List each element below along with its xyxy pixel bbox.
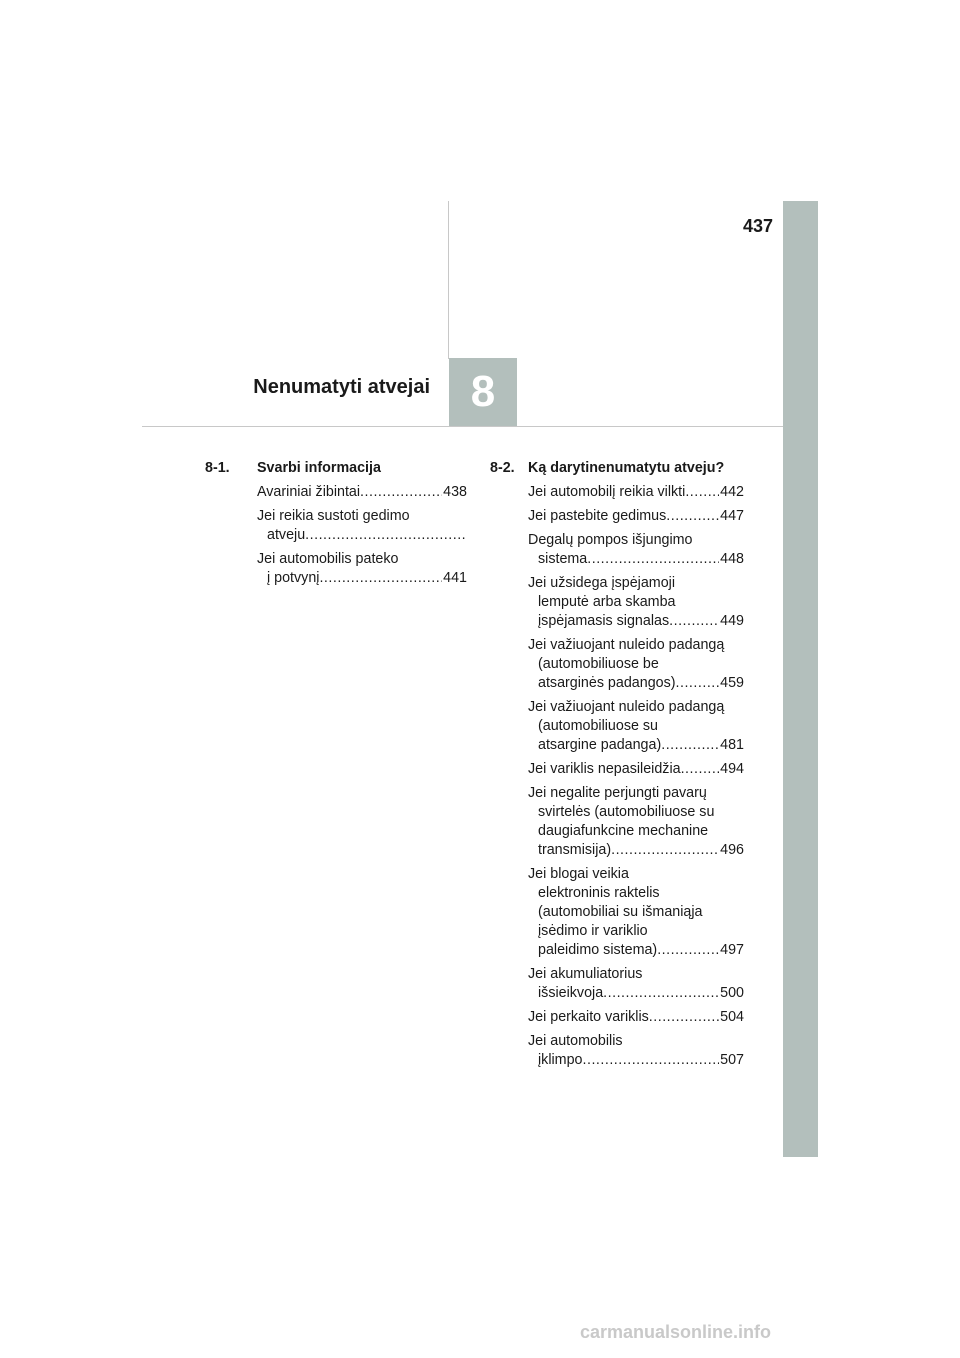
toc-entry[interactable] xyxy=(490,760,744,779)
chapter-number: 8 xyxy=(470,367,496,416)
toc-entry-text: įspėjamasis signalas xyxy=(538,613,670,629)
toc-entry-text: Jei užsidega įspėjamoji xyxy=(528,575,676,591)
toc-entry[interactable] xyxy=(490,574,744,631)
toc-entry-text: svirtelės (automobiliuose su xyxy=(538,804,715,820)
toc-entry-text: Jei blogai veikia xyxy=(528,866,629,882)
toc-entry-line xyxy=(528,822,744,841)
toc-entry-text: sistema xyxy=(538,551,588,567)
section-title-line: Svarbi informacija xyxy=(257,460,381,476)
toc-entry[interactable] xyxy=(490,507,744,526)
toc-entry-line xyxy=(528,574,744,593)
footer-watermark: carmanualsonline.info xyxy=(580,1322,772,1342)
toc-entry-last-line xyxy=(528,507,744,526)
toc-entry-last-line xyxy=(528,841,744,860)
toc-entry-last-line xyxy=(528,941,744,960)
toc-entry-text: (automobiliuose su xyxy=(538,718,659,734)
toc-entry-line xyxy=(528,884,744,903)
toc-entry[interactable] xyxy=(490,483,744,502)
toc-entry-text: (automobiliuose be xyxy=(538,656,659,672)
toc-entry-line xyxy=(257,507,467,526)
toc-entry-text: lemputė arba skamba xyxy=(538,594,676,610)
toc-column-1 xyxy=(205,459,467,593)
toc-entry-line xyxy=(528,922,744,941)
toc-entry[interactable] xyxy=(490,1032,744,1070)
toc-entry-text: transmisija) xyxy=(538,842,612,858)
toc-entry-last-line xyxy=(528,1008,744,1027)
dot-leader xyxy=(611,841,719,860)
toc-entry-text: atveju xyxy=(267,527,306,543)
toc-entry-last-line xyxy=(257,526,467,545)
toc-entry[interactable] xyxy=(490,531,744,569)
toc-entry[interactable] xyxy=(205,507,467,545)
toc-entry-last-line xyxy=(528,736,744,755)
toc-entry-line xyxy=(528,803,744,822)
dot-leader xyxy=(360,483,442,502)
dot-leader xyxy=(319,569,442,588)
dot-leader xyxy=(676,674,720,693)
toc-entry-text: Jei variklis nepasileidžia xyxy=(528,761,681,777)
toc-entry-last-line xyxy=(257,483,467,502)
toc-page-number: 438 xyxy=(443,484,467,500)
toc-entry-text: (automobiliai su išmaniąja xyxy=(538,904,703,920)
toc-entry-line xyxy=(528,717,744,736)
toc-entry-last-line xyxy=(528,612,744,631)
section-heading xyxy=(490,459,744,478)
toc-entry-line xyxy=(528,698,744,717)
toc-page-number: 447 xyxy=(720,508,744,524)
toc-page-number: 459 xyxy=(720,675,744,691)
toc-entry[interactable] xyxy=(490,865,744,960)
toc-entry-text: Jei automobilį reikia vilkti xyxy=(528,484,686,500)
dot-leader xyxy=(657,941,719,960)
toc-entry-line xyxy=(528,531,744,550)
section-title-line: Ką daryti xyxy=(528,460,590,476)
toc-entry[interactable] xyxy=(205,483,467,502)
toc-entry-line xyxy=(528,1032,744,1051)
toc-entry-text: išsieikvoja xyxy=(538,985,604,1001)
toc-entry-line xyxy=(528,593,744,612)
dot-leader xyxy=(681,760,720,779)
toc-entry-last-line xyxy=(528,483,744,502)
toc-entry[interactable] xyxy=(205,550,467,588)
dot-leader xyxy=(649,1008,719,1027)
toc-entry-text: Jei važiuojant nuleido padangą xyxy=(528,637,725,653)
toc-entry[interactable] xyxy=(490,698,744,755)
toc-entry-text: Jei automobilis xyxy=(528,1033,623,1049)
toc-entry-text: Jei perkaito variklis xyxy=(528,1009,649,1025)
toc-page-number: 497 xyxy=(720,942,744,958)
toc-entry-text: Degalų pompos išjungimo xyxy=(528,532,693,548)
toc-entry-text: atsarginės padangos) xyxy=(538,675,676,691)
toc-entry-text: Jei reikia sustoti gedimo xyxy=(257,508,410,524)
toc-entry-line xyxy=(528,865,744,884)
toc-entry-text: atsargine padanga) xyxy=(538,737,662,753)
toc-entry[interactable] xyxy=(490,636,744,693)
header-horizontal-rule xyxy=(142,426,783,427)
dot-leader xyxy=(666,507,719,526)
toc-entry-line xyxy=(528,636,744,655)
toc-entry-last-line xyxy=(528,1051,744,1070)
toc-entry-line xyxy=(528,965,744,984)
toc-entry-text: Jei negalite perjungti pavarų xyxy=(528,785,707,801)
toc-page-number: 441 xyxy=(443,570,467,586)
toc-entry-last-line xyxy=(528,760,744,779)
toc-entry-line xyxy=(528,903,744,922)
header-vertical-rule xyxy=(448,201,449,359)
toc-column-2 xyxy=(490,459,744,1075)
toc-entry-last-line xyxy=(257,569,467,588)
dot-leader xyxy=(603,984,719,1003)
dot-leader xyxy=(583,1051,720,1070)
toc-entry-text: Jei važiuojant nuleido padangą xyxy=(528,699,725,715)
page-number: 437 xyxy=(742,216,773,236)
chapter-title: Nenumatyti atvejai xyxy=(253,376,430,398)
toc-entry[interactable] xyxy=(490,965,744,1003)
toc-page-number: 496 xyxy=(720,842,744,858)
dot-leader xyxy=(685,483,719,502)
toc-entry-text: Avariniai žibintai xyxy=(257,484,361,500)
toc-entry-last-line xyxy=(528,674,744,693)
section-heading xyxy=(205,459,467,478)
section-title xyxy=(528,459,724,478)
dot-leader xyxy=(669,612,719,631)
toc-entry[interactable] xyxy=(490,784,744,860)
toc-entry-text: paleidimo sistema) xyxy=(538,942,658,958)
toc-entry-last-line xyxy=(528,550,744,569)
toc-entry-text: įsėdimo ir variklio xyxy=(538,923,648,939)
section-title xyxy=(257,459,381,478)
dot-leader xyxy=(661,736,719,755)
toc-page-number: 494 xyxy=(720,761,744,777)
section-number: 8-2. xyxy=(490,460,515,476)
toc-entry-text: daugiafunkcine mechanine xyxy=(538,823,709,839)
chapter-number-badge xyxy=(449,358,517,426)
section-number: 8-1. xyxy=(205,460,230,476)
dot-leader xyxy=(305,526,466,545)
toc-entry-text: Jei automobilis pateko xyxy=(257,551,399,567)
toc-page-number: 500 xyxy=(720,985,744,1001)
toc-page-number: 442 xyxy=(720,484,744,500)
toc-entry-last-line xyxy=(528,984,744,1003)
toc-entry-text: Jei akumuliatorius xyxy=(528,966,643,982)
toc-page-number: 507 xyxy=(720,1052,744,1068)
toc-entry-text: Jei pastebite gedimus xyxy=(528,508,667,524)
toc-entry-text: įklimpo xyxy=(538,1052,583,1068)
chapter-side-tab xyxy=(783,201,818,1157)
section-title-line: nenumatytu atveju? xyxy=(589,460,725,476)
toc-page-number: 448 xyxy=(720,551,744,567)
toc-page-number: 504 xyxy=(720,1009,744,1025)
toc-entry-line xyxy=(528,655,744,674)
toc-entry-text: į potvynį xyxy=(267,570,320,586)
toc-entry-line xyxy=(257,550,467,569)
toc-page-number: 481 xyxy=(720,737,744,753)
toc-entry[interactable] xyxy=(490,1008,744,1027)
dot-leader xyxy=(587,550,719,569)
toc-page-number: 449 xyxy=(720,613,744,629)
toc-entry-line xyxy=(528,784,744,803)
toc-entry-text: elektroninis raktelis xyxy=(538,885,660,901)
